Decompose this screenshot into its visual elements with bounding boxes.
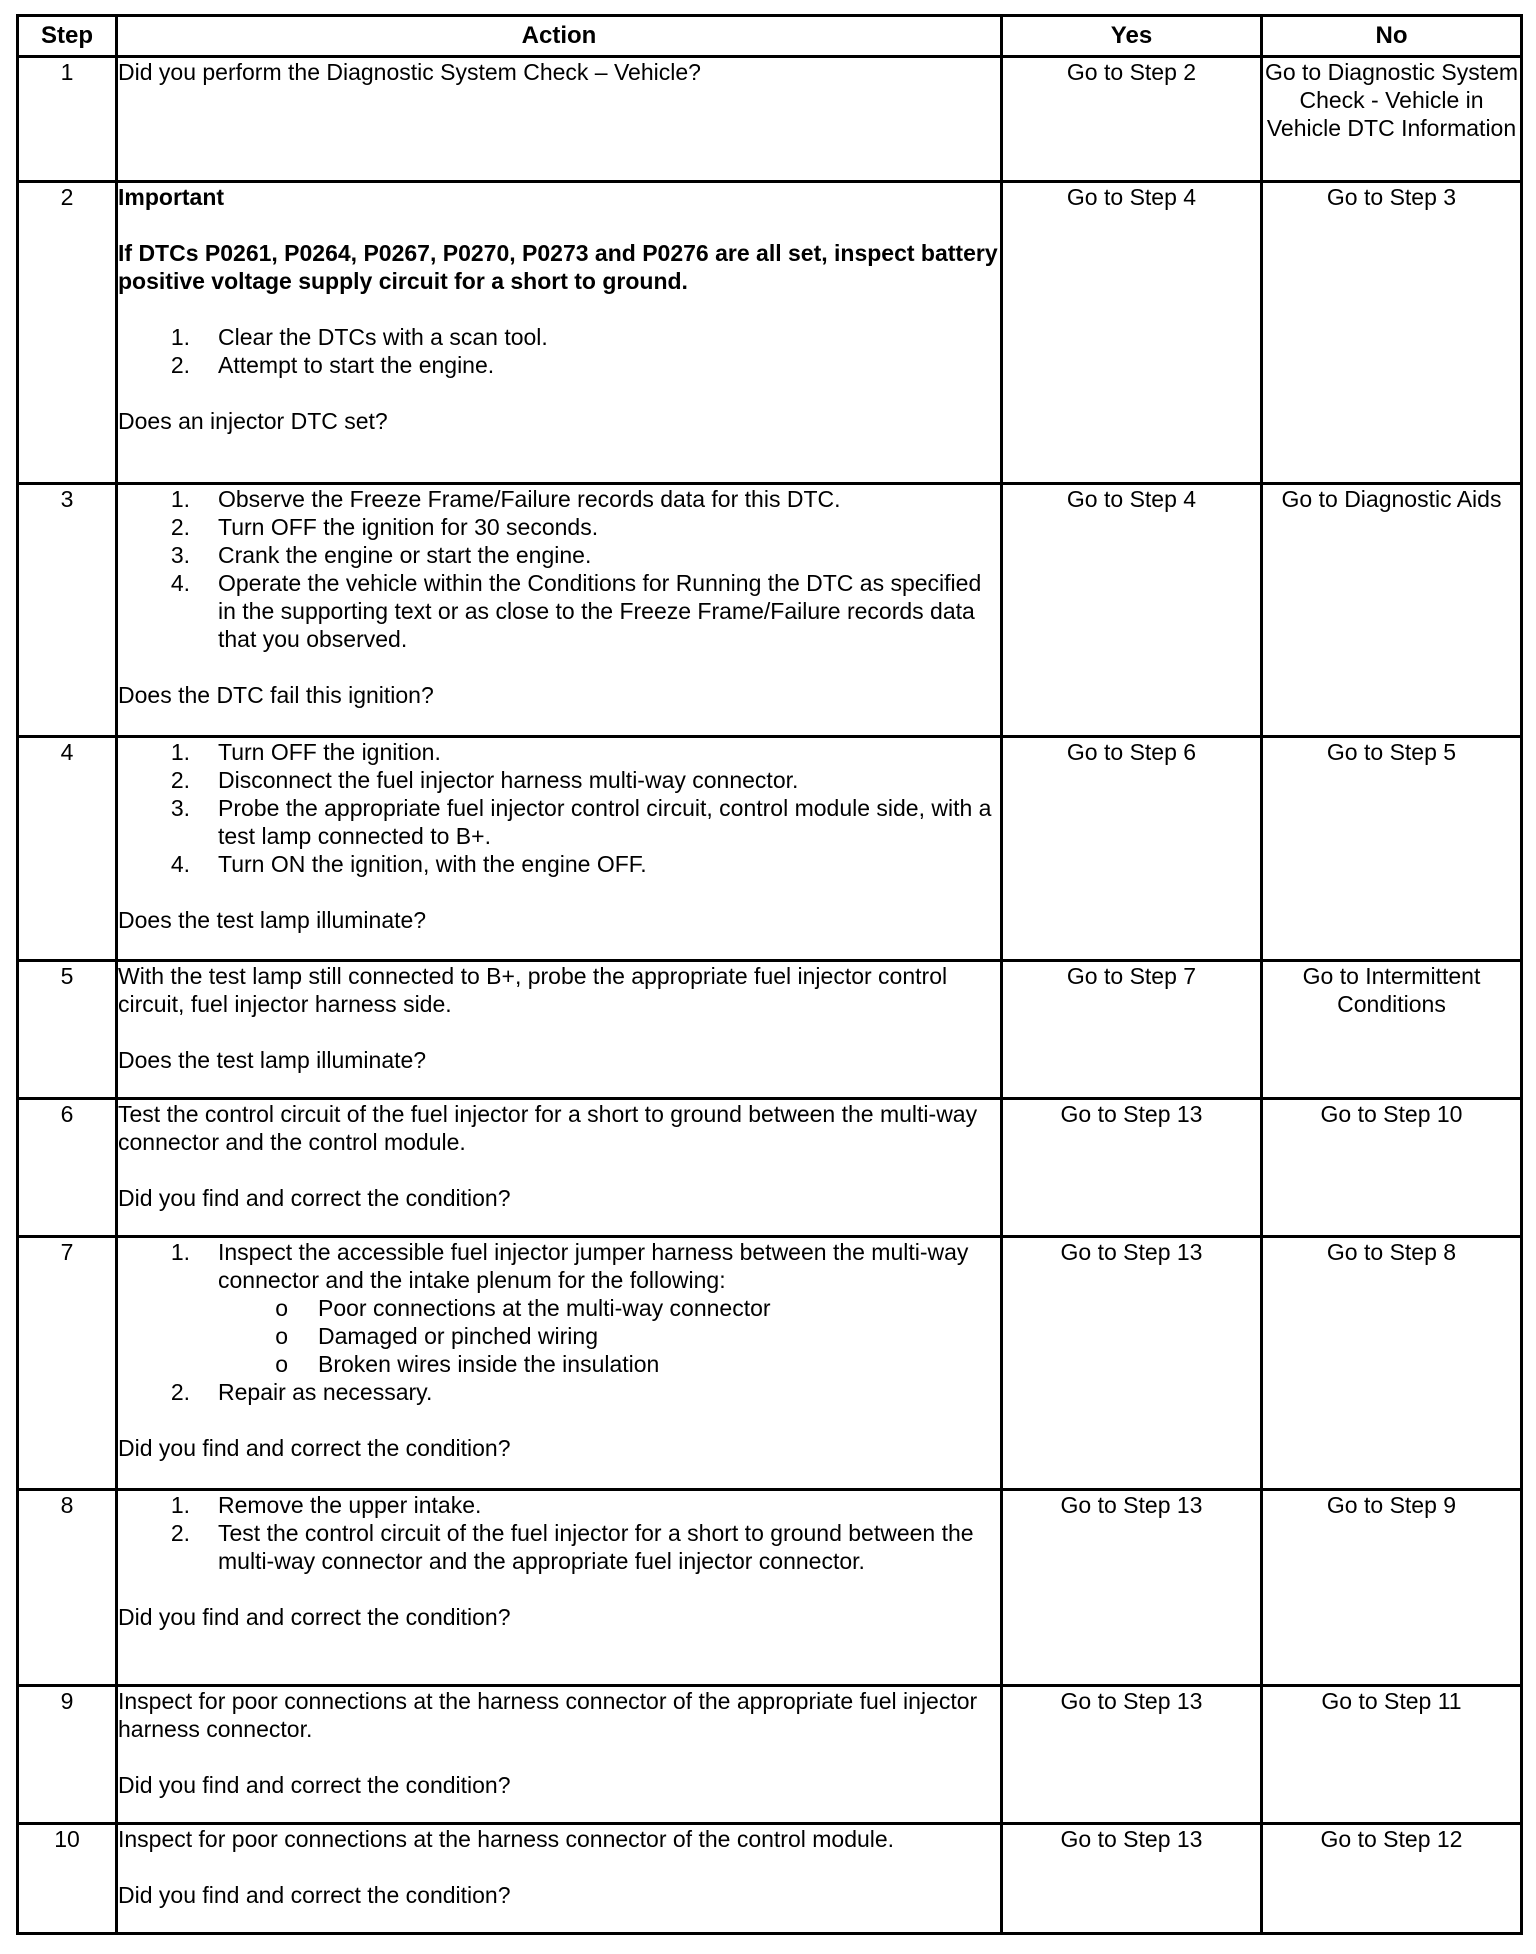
question-text: Did you find and correct the condition? — [118, 1185, 511, 1211]
list-item: 1. Inspect the accessible fuel injector jumper harness between the multi-way connector and the intake plenum for the following: o Poor connections at the multi-way connector o Damaged or pinched wiring o Broken wires inside the insulation — [118, 1238, 1000, 1378]
question-text: Does the test lamp illuminate? — [118, 1047, 427, 1073]
no-cell: Go to Step 8 — [1262, 1237, 1522, 1490]
question-text: Did you find and correct the condition? — [118, 1435, 511, 1461]
list-item: 3. Crank the engine or start the engine. — [170, 542, 592, 568]
no-cell: Go to Step 11 — [1262, 1686, 1522, 1824]
sub-list-item: o Damaged or pinched wiring — [218, 1322, 1000, 1350]
table-row — [18, 961, 1522, 1099]
no-cell: Go to Step 12 — [1262, 1824, 1522, 1934]
no-cell: Go to Intermittent Conditions — [1262, 961, 1522, 1099]
procedure-list — [118, 323, 1000, 379]
action-text: Inspect for poor connections at the harness connector of the appropriate fuel injector harness connector. — [118, 1688, 978, 1742]
no-cell: Go to Step 3 — [1262, 182, 1522, 484]
action-text: Did you perform the Diagnostic System Check – Vehicle? — [118, 59, 701, 85]
list-item: 1. Observe the Freeze Frame/Failure records data for this DTC. — [170, 486, 841, 512]
list-item: 1. Remove the upper intake. — [170, 1492, 482, 1518]
action-cell — [117, 182, 1002, 484]
table-row — [18, 737, 1522, 961]
table-row — [18, 57, 1522, 182]
yes-cell: Go to Step 4 — [1002, 484, 1262, 737]
sub-list-item: o Broken wires inside the insulation — [218, 1350, 1000, 1378]
bullet-icon: o — [275, 1295, 288, 1321]
table-row — [18, 1237, 1522, 1490]
yes-cell: Go to Step 6 — [1002, 737, 1262, 961]
list-item: 2. Disconnect the fuel injector harness multi-way connector. — [170, 767, 799, 793]
no-cell: Go to Step 9 — [1262, 1490, 1522, 1686]
step-number: 6 — [18, 1099, 117, 1237]
header-step: Step — [18, 16, 117, 57]
table-row — [18, 484, 1522, 737]
yes-cell: Go to Step 4 — [1002, 182, 1262, 484]
header-no: No — [1262, 16, 1522, 57]
yes-cell: Go to Step 7 — [1002, 961, 1262, 1099]
step-number: 10 — [18, 1824, 117, 1934]
yes-cell: Go to Step 13 — [1002, 1824, 1262, 1934]
question-text: Does an injector DTC set? — [118, 408, 388, 434]
yes-cell: Go to Step 13 — [1002, 1099, 1262, 1237]
question-text: Did you find and correct the condition? — [118, 1772, 511, 1798]
list-item: 4. Operate the vehicle within the Conditions for Running the DTC as specified in the supporting text or as close to the Freeze Frame/Failure records data that you observed. — [170, 570, 982, 652]
question-text: Does the DTC fail this ignition? — [118, 682, 434, 708]
list-item: 2. Turn OFF the ignition for 30 seconds. — [170, 514, 599, 540]
step-number: 8 — [18, 1490, 117, 1686]
action-cell — [117, 1490, 1002, 1686]
action-cell — [117, 1824, 1002, 1934]
diagnostic-table-page — [16, 14, 1520, 1935]
table-row — [18, 1686, 1522, 1824]
yes-cell: Go to Step 13 — [1002, 1686, 1262, 1824]
diagnostic-table — [16, 14, 1523, 1935]
yes-cell: Go to Step 2 — [1002, 57, 1262, 182]
bullet-icon: o — [275, 1323, 288, 1349]
step-number: 4 — [18, 737, 117, 961]
action-cell — [117, 484, 1002, 737]
important-text: If DTCs P0261, P0264, P0267, P0270, P0273 and P0276 are all set, inspect battery positive voltage supply circuit for a short to ground. — [118, 240, 998, 294]
question-text: Did you find and correct the condition? — [118, 1604, 511, 1630]
action-text: With the test lamp still connected to B+, probe the appropriate fuel injector control circuit, fuel injector harness side. — [118, 963, 948, 1017]
action-cell — [117, 1237, 1002, 1490]
header-row — [18, 16, 1522, 57]
table-row — [18, 1490, 1522, 1686]
step-number: 5 — [18, 961, 117, 1099]
table-row — [18, 182, 1522, 484]
action-cell — [117, 737, 1002, 961]
question-text: Did you find and correct the condition? — [118, 1882, 511, 1908]
step-number: 7 — [18, 1237, 117, 1490]
table-row — [18, 1824, 1522, 1934]
sub-list — [218, 1294, 1000, 1378]
list-item: 2. Test the control circuit of the fuel injector for a short to ground between the multi-way connector and the appropriate fuel injector connector. — [170, 1520, 974, 1574]
header-yes: Yes — [1002, 16, 1262, 57]
list-item: 3. Probe the appropriate fuel injector control circuit, control module side, with a test lamp connected to B+. — [170, 795, 992, 849]
no-cell: Go to Step 10 — [1262, 1099, 1522, 1237]
action-text: Test the control circuit of the fuel injector for a short to ground between the multi-way connector and the control module. — [118, 1101, 978, 1155]
action-cell — [117, 57, 1002, 182]
sub-list-item: o Poor connections at the multi-way connector — [218, 1294, 1000, 1322]
no-cell: Go to Step 5 — [1262, 737, 1522, 961]
no-cell: Go to Diagnostic System Check - Vehicle in Vehicle DTC Information — [1262, 57, 1522, 182]
list-item: 1. Turn OFF the ignition. — [170, 739, 441, 765]
question-text: Does the test lamp illuminate? — [118, 907, 427, 933]
list-item: 4. Turn ON the ignition, with the engine OFF. — [170, 851, 647, 877]
action-cell — [117, 961, 1002, 1099]
procedure-list — [118, 485, 1000, 653]
yes-cell: Go to Step 13 — [1002, 1490, 1262, 1686]
action-cell — [117, 1686, 1002, 1824]
step-number: 9 — [18, 1686, 117, 1824]
list-item: 2. Repair as necessary. — [170, 1379, 433, 1405]
important-label: Important — [118, 184, 225, 210]
header-action: Action — [117, 16, 1002, 57]
action-text: Inspect for poor connections at the harness connector of the control module. — [118, 1826, 895, 1852]
step-number: 2 — [18, 182, 117, 484]
step-number: 3 — [18, 484, 117, 737]
no-cell: Go to Diagnostic Aids — [1262, 484, 1522, 737]
procedure-list — [118, 1238, 1000, 1406]
step-number: 1 — [18, 57, 117, 182]
procedure-list — [118, 1491, 1000, 1575]
table-row — [18, 1099, 1522, 1237]
list-item: 1. Clear the DTCs with a scan tool. — [170, 324, 548, 350]
list-item: 2. Attempt to start the engine. — [170, 352, 495, 378]
bullet-icon: o — [275, 1351, 288, 1377]
procedure-list — [118, 738, 1000, 878]
action-cell — [117, 1099, 1002, 1237]
yes-cell: Go to Step 13 — [1002, 1237, 1262, 1490]
